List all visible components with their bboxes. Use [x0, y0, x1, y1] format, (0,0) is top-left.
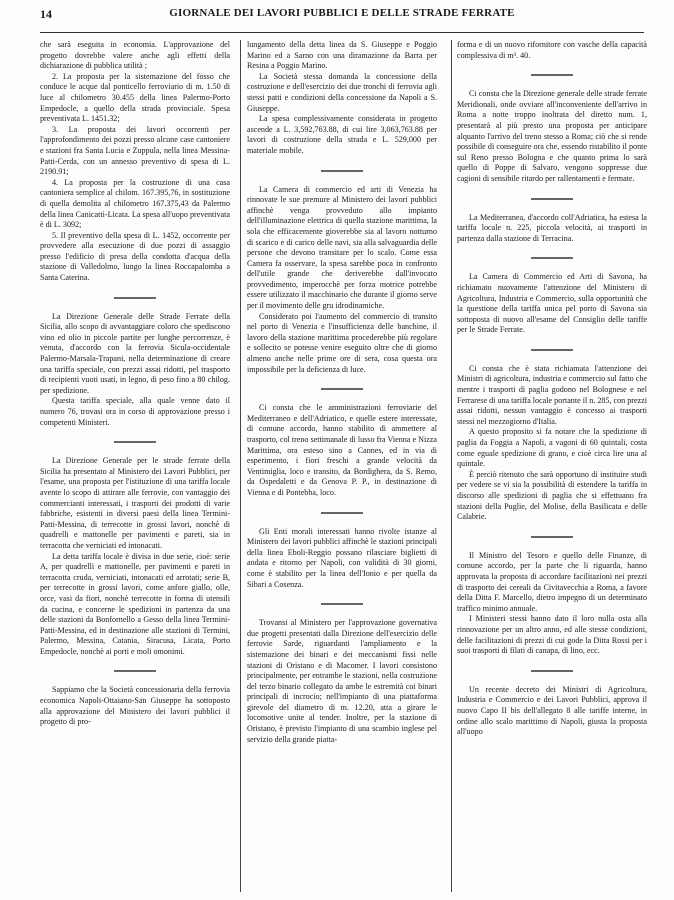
article-paragraph: 2. La proposta per la sistemazione del fosso che conduce le acque dal ponticello ferroviario di m. 1.50 di luce al chilometro 30.455 della linea Palermo-Porto Empedocle, a quello della strada provinciale. Spesa preventivata L. 1451.32;: [40, 71, 230, 124]
article-paragraph: Ci consta che è stata richiamata l'attenzione dei Ministri di agricoltura, industria e commercio sul fatto che mentre i trasporti di paglia godono nel Bolognese e nel Ferrarese di una tariffa locale portante il n. 285, con prezzi assai ridotti, nessun vantaggio è concesso ai trasporti stessi nel mezzogiorno d'Italia.: [457, 363, 647, 426]
section-separator: [531, 74, 573, 76]
page-number: 14: [40, 7, 52, 21]
article-paragraph: Sappiamo che la Società concessionaria della ferrovia economica Napoli-Ottaiano-San Giuseppe ha sottoposto alla approvazione del Ministero dei lavori pubblici il progetto di pro-: [40, 685, 230, 727]
article-paragraph: Un recente decreto dei Ministri di Agricoltura, Industria e Commercio e dei Lavori Pubblici, approva il nuovo Capo II bis dell'allegato 8 alle tariffe interne, in ordine allo scalo marittimo di Napoli, giusta la proposta all'uopo: [457, 684, 647, 737]
column-divider-left: [240, 40, 241, 892]
column-right: [457, 40, 647, 892]
article-paragraph: Ci consta che le amministrazioni ferroviarie del Mediterraneo e dell'Adriatico, e quelle estere interessate, di comune accordo, hanno stabilito di ammettere al trasporto, col treno settimanale di lusso fra Vienna e Nizza Marittima, ora esteso sino a Cannes, ed in via di esperimento, i fiori freschi a grande velocità da Ventimiglia, loco e transito, da Bordighera, da S. Remo, da Ospedaletti e da Genova P. P., in destinazione di Vienna e di Pontebba, loco.: [247, 403, 437, 497]
article-paragraph: Trovansi al Ministero per l'approvazione governativa due progetti presentati dalla Direzione dell'esercizio delle ferrovie Sarde, riguardanti l'ampliamento e la sistemazione dei binari e dei meccanismi fissi nelle stazioni di Oristano e di Macomer. I lavori consistono principalmente, per entrambe le stazioni, nella costruzione del terzo binario collegato da ambe le estremità coi binari principali di incrocio; nell'impianto di una piattaforma girevole del diametro di m. 12.20, atta a girare le locomotive unite al tender. Inoltre, per la stazione di Oristano, è previsto l'impianto di una scambio inglese pel servizio della grande piatta-: [247, 618, 437, 744]
article-paragraph: Ci consta che la Direzione generale delle strade ferrate Meridionali, onde ovviare all'inconveniente dell'arrivo in Roma a notte troppo inoltrata del diretto num. 1, presentarà al più presto una proposta per anticipare alquanto l'arrivo del treno stesso a Roma; ciò che si rende possibile di conseguire ora che, essendo ristabilito il ponte sul Reno presso Bologna e che quanto prima lo sarà quello di Poppe di Salvaro, vengono soppresse due cagioni di sensibile ritardo per rallentamenti e fermate.: [457, 89, 647, 183]
continued-paragraph: forma e di un nuovo rifornitore con vasche della capacità complessiva di m³. 40.: [457, 40, 647, 60]
article-paragraph: La Direzione Generale per le strade ferrate della Sicilia ha presentato al Ministero dei Lavori Pubblici, per l'esame, una proposta per l'istituzione di una tariffa locale avente lo scopo di attirare alle ferrovie, con vantaggio dei commercianti interessati, i trasporti dei prodotti di varie fabbriche, esistenti in diversi paesi della linea Termini-Patti-Messina, di terrecotte in grossi lavori, nonchè di quadrelli e mattonelle per pavimenti e pareti, sia in terracotta che verniciati ed intonacati.: [40, 456, 230, 550]
article-paragraph: La Mediterranea, d'accordo coll'Adriatica, ha estesa la tariffa locale n. 225, piccola velocità, ai trasporti in partenza dalla stazione di Terracina.: [457, 212, 647, 243]
section-separator: [114, 441, 156, 443]
section-separator: [114, 670, 156, 672]
section-separator: [321, 603, 363, 605]
section-separator: [321, 388, 363, 390]
article-paragraph: La Camera di Commercio ed Arti di Savona, ha richiamato nuovamente l'attenzione del Ministero di Agricoltura, Industria e Commercio, sulla opportunità che la questione della tariffa unica pel porto di Savona sia sottoposta di nuovo all'esame del Consiglio delle tariffe per le Strade Ferrate.: [457, 272, 647, 335]
section-separator: [531, 349, 573, 351]
section-separator: [531, 257, 573, 259]
article-paragraph: A questo proposito si fa notare che la spedizione di paglia da Foggia a Napoli, a vagoni di 60 quintali, costa come eguale spedizione di grano, e cioè circa lire una al quintale.: [457, 427, 647, 469]
section-separator: [531, 198, 573, 200]
article-paragraph: La Direzione Generale delle Strade Ferrate della Sicilia, allo scopo di avvantaggiare coloro che spediscono vino ed olio in piccole partite per lunghe percorrenze, è venuta, d'accordo con la ferrovia Sicula-occidentale Palermo-Marsala-Trapani, nella determinazione di creare una tariffa speciale, con prezzi assai ridotti, pel trasporto di recipienti vuoti usati, in legno, di peso fino a 80 chilog. per spedizione.: [40, 311, 230, 395]
continued-paragraph: lungamento della detta linea da S. Giuseppe e Poggio Marino ed a Sarno con una diramazione da Barra per Resina a Poggio Marino.: [247, 40, 437, 71]
article-paragraph: Il Ministro del Tesoro e quello delle Finanze, di comune accordo, per la parte che li riguarda, hanno approvata la proposta di accordare facilitazioni nei prezzi di trasporto dei cereali da Civitavecchia a Roma, a favore della Ditta F. Marcello, dietro impegno di un determinato traffico minimo annuale.: [457, 550, 647, 613]
column-divider-right: [451, 40, 452, 892]
article-paragraph: Considerato poi l'aumento del commercio di transito nel porto di Venezia e l'insufficienza delle banchine, il lavoro della stazione marittima procederebbe più regolare e sollecito se potesse venire eseguito oltre che di giorno almeno anche nelle prime ore di sera, cosa questa ora impossibile per la deficienza di luce.: [247, 311, 437, 374]
section-separator: [321, 170, 363, 172]
header-rule: [40, 32, 644, 33]
article-paragraph: Gli Enti morali interessati hanno rivolte istanze al Ministero dei lavori pubblici affinchè le stazioni principali della linea Eboli-Reggio possano rilasciare biglietti di andata e ritorno per Napoli, con validità di 30 giorni, come è stabilito per la linea dell'Ionio e per quella da Sibari a Cosenza.: [247, 526, 437, 589]
section-separator: [531, 536, 573, 538]
article-paragraph: 4. La proposta per la costruzione di una casa cantoniera semplice al chilom. 167.395,76, in sostituzione di quella demolita al chilometro 167.375,43 da Palermo della linea Canicattì-Licata. La spesa all'uopo preventivata è di L. 3092;: [40, 177, 230, 230]
article-paragraph: I Ministeri stessi hanno dato il loro nulla osta alla rinnovazione per un altro anno, ed alle stesse condizioni, delle facilitazioni di prezzi di cui gode la Ditta Rossi per i suoi trasporti di filati di canapa, di lino, ecc.: [457, 614, 647, 656]
section-separator: [531, 670, 573, 672]
article-paragraph: È perciò ritenuto che sarà opportuno di instituire studi per vedere se vi sia la possibilità di estendere la tariffa in discorso alle spedizioni di paglia che si effettuano fra stazioni della Puglie, del Molise, della Basilicata e delle Calabrie.: [457, 469, 647, 522]
article-paragraph: Questa tariffa speciale, alla quale venne dato il numero 76, trovasi ora in corso di approvazione presso i competenti Ministeri.: [40, 396, 230, 427]
article-paragraph: La spesa complessivamente considerata in progetto ascende a L. 3,592,763.88, di cui lire 3,063,763.88 per lavori di costruzione della strada e L. 529,000 per materiale mobile.: [247, 114, 437, 155]
article-paragraph: 5. Il preventivo della spesa di L. 1452, occorrente per provvedere alla esecuzione di due pozzi di assaggio presso l'edificio di presa della condotta d'acqua della stazione di Valledolmo, lungo la linea Roccapalomba a Santa Caterina.: [40, 230, 230, 283]
page-header: [40, 7, 644, 29]
section-separator: [114, 297, 156, 299]
section-separator: [321, 512, 363, 514]
column-left: [40, 40, 230, 892]
column-middle: [247, 40, 437, 892]
article-paragraph: 3. La proposta dei lavori occorrenti per l'approfondimento dei pozzi presso alcune case cantoniere e stazioni fra Santa Lucia e Zuppula, nella linea Messina-Patti-Cerda, con un annesso preventivo di spesa di L. 2190.91;: [40, 124, 230, 177]
article-paragraph: La Camera di commercio ed arti di Venezia ha rinnovate le sue premure al Ministero dei lavori pubblici affinchè venga provveduto allo impianto dell'illuminazione elettrica di quella stazione marittima, la sola che efficacemente gioverebbe sia al lavoro notturno di scarico e di carico delle navi, sia alla salvaguardia delle persone che devono transitare per lo scalo. Come essa Camera fa osservare, la spesa sarebbe poca in confronto dell'utile grande che deriverebbe dall'invocato provvedimento, imperocchè per forza motrice potrebbe essere utilizzato il macchinario che durante il giorno serve per il movimento delle gru idrodinamiche.: [247, 184, 437, 311]
article-paragraph: La detta tariffa locale è divisa in due serie, cioè: serie A, per quadrelli e mattonelle, per pavimenti e pareti in terracotta cruda, verniciati, intonacati ed arrotati; serie B, per terrecotte in grossi lavori, come anfore giallo, olle, orce, vasi da fiori, nonchè terrecotte in forma di utensili da cucina, e concerne le spedizioni in partenza da una delle stazioni da Bonfornello a Gesso della linea Termini-Patti-Messina, ed in destinazione alle stazioni di Termini, Palermo, Messina, Catania, Siracusa, Licata, Porto Empedocle, nonchè ai porti e moli omonimi.: [40, 551, 230, 656]
article-paragraph: La Società stessa domanda la concessione della costruzione e dell'esercizio dei due tronchi di ferrovia agli stessi patti e condizioni della concessione da Napoli a S. Giuseppe.: [247, 71, 437, 113]
journal-title: GIORNALE DEI LAVORI PUBBLICI E DELLE STRADE FERRATE: [169, 7, 515, 19]
continued-paragraph: che sarà eseguita in economia. L'approvazione del progetto dovrebbe valere anche agli effetti della dichiarazione di pubblica utilità ;: [40, 40, 230, 71]
